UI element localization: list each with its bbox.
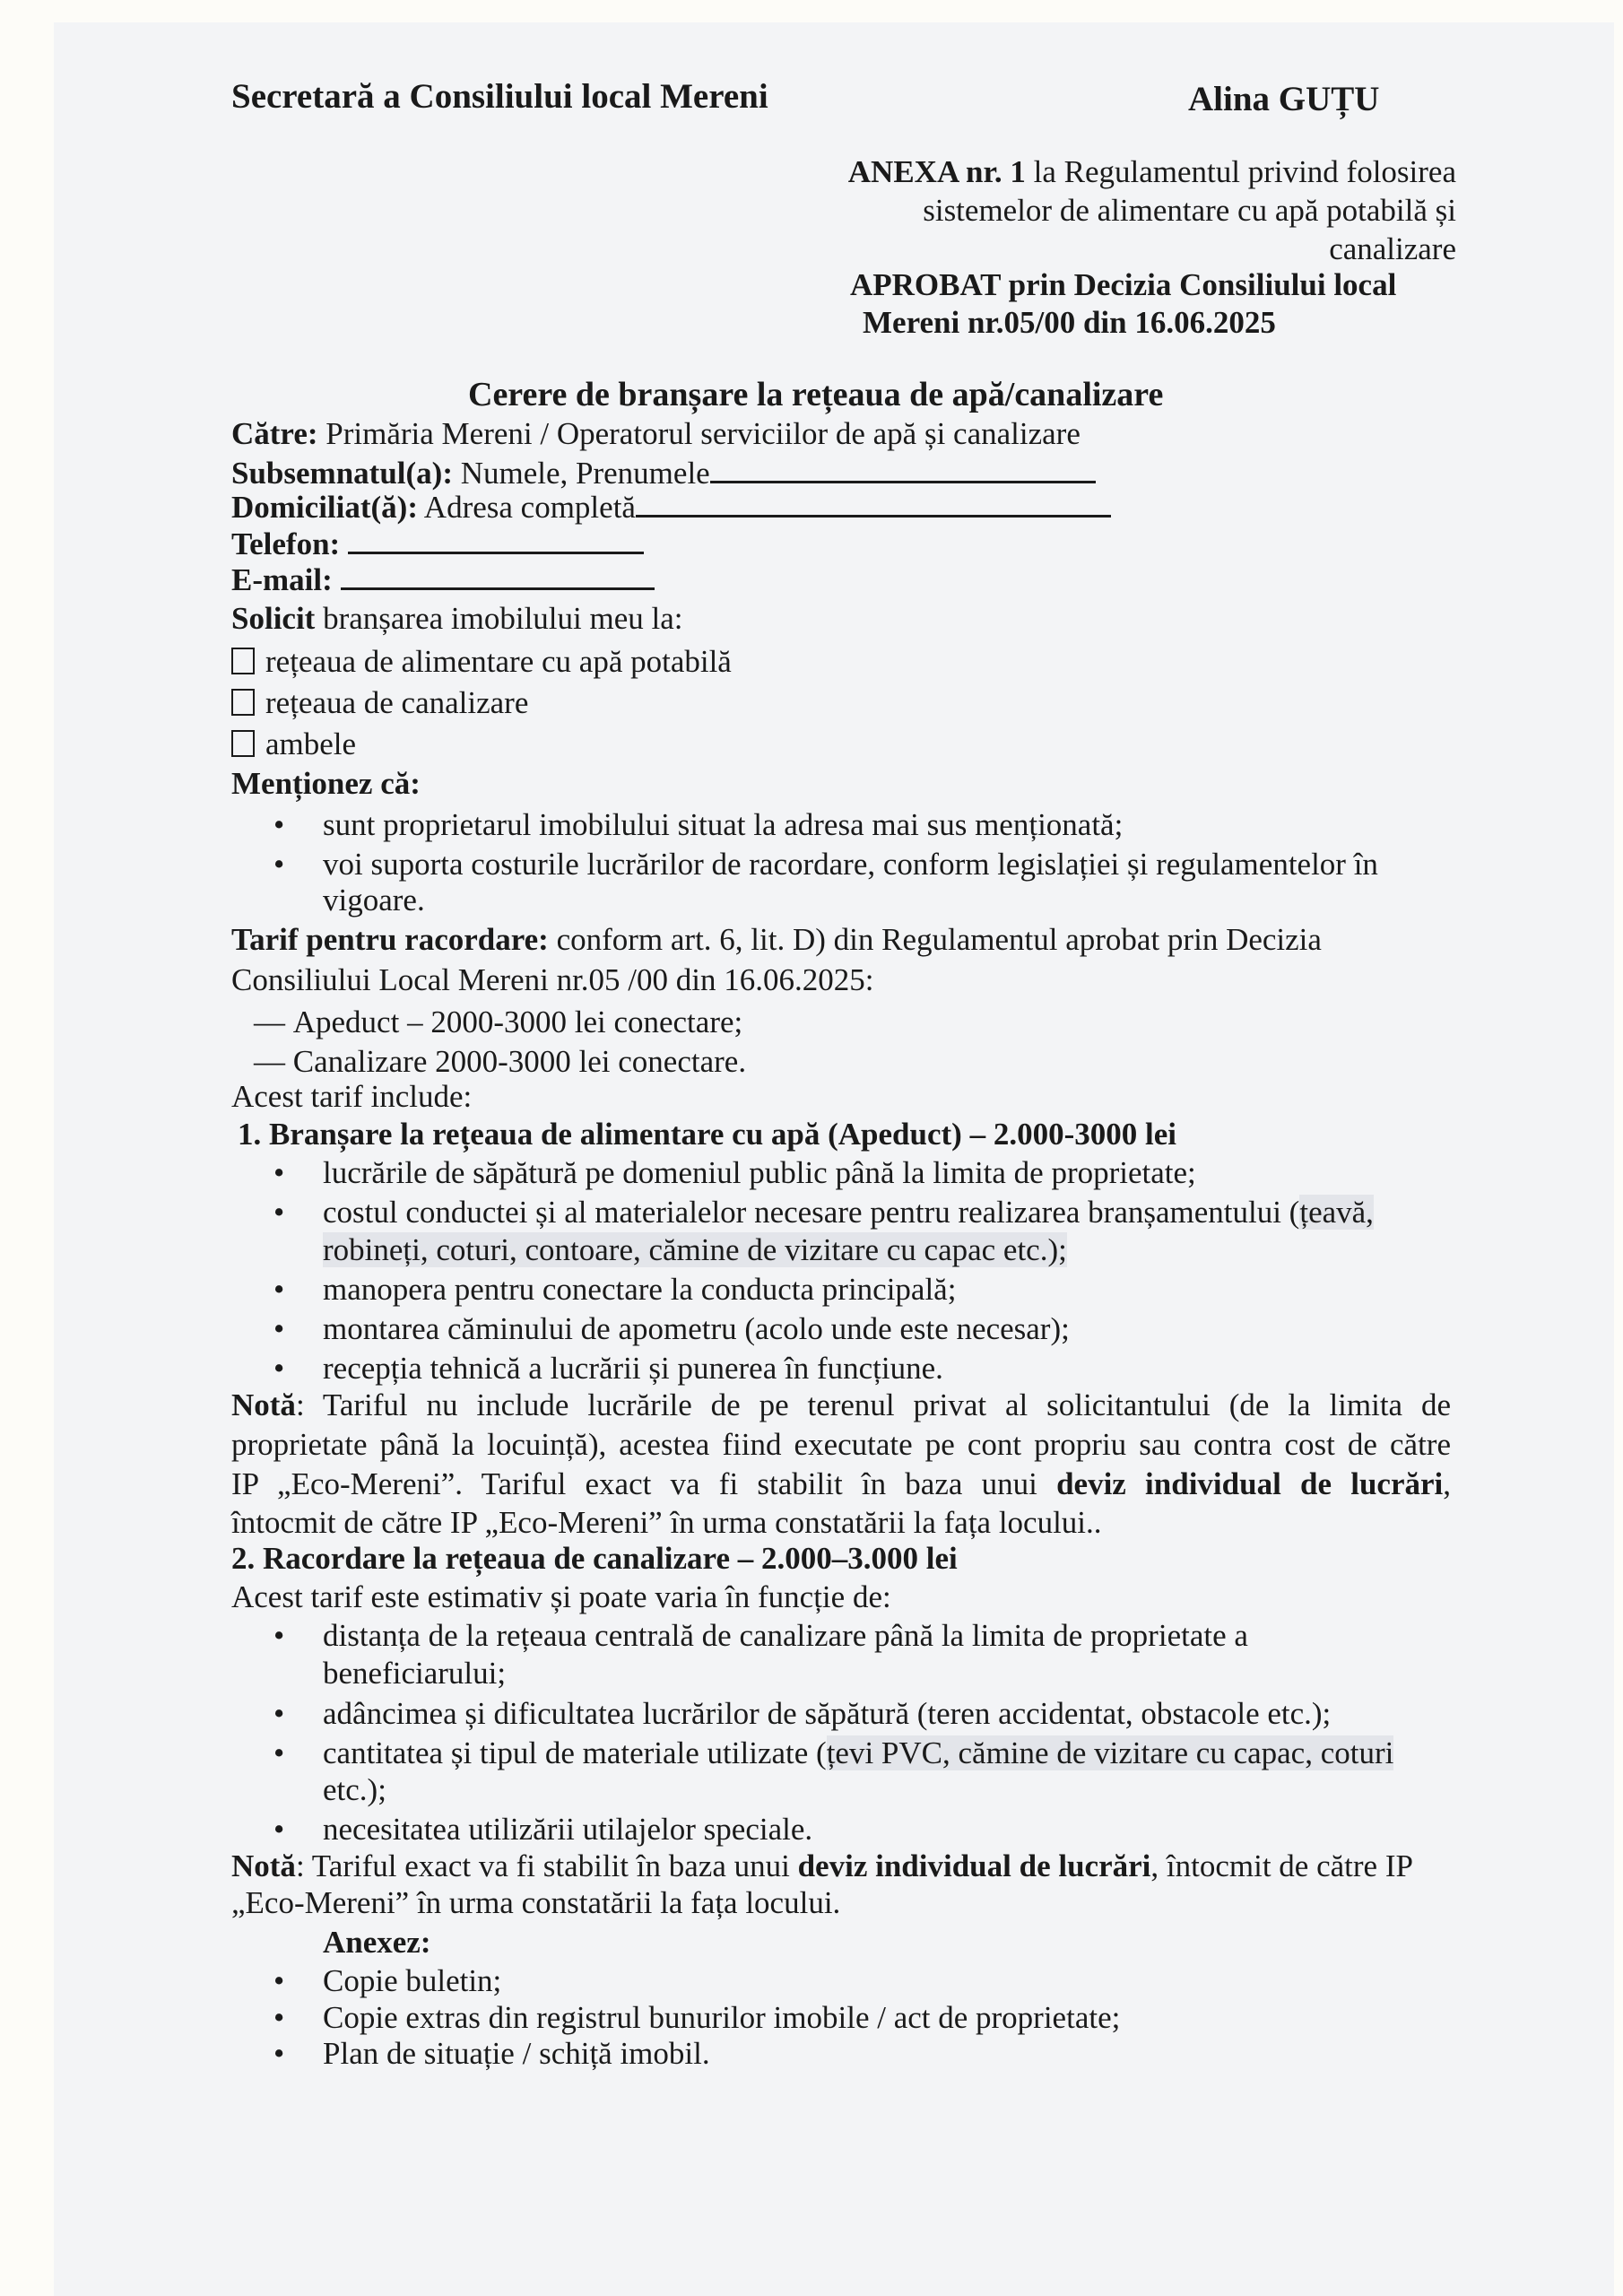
- section-2-text: adâncimea și dificultatea lucrărilor de săpătură (teren accidentat, obstacole etc.);: [323, 1696, 1332, 1731]
- bullet-icon: •: [273, 1311, 285, 1346]
- name-label: Subsemnatul(a):: [231, 456, 453, 491]
- tariff-line: [231, 924, 1322, 955]
- section-1-text: recepția tehnică a lucrării și punerea în funcțiune.: [323, 1351, 943, 1386]
- tariff-dash-text: Canalizare 2000-3000 lei conectare.: [292, 1044, 747, 1079]
- note-text: ,: [1443, 1466, 1451, 1501]
- attachment-item: [273, 2038, 710, 2069]
- section-2-item: [273, 1698, 1331, 1729]
- section-1-note-line: [231, 1389, 1451, 1421]
- annex-approved: APROBAT prin Decizia Consiliului local: [850, 267, 1397, 302]
- page-title: Cerere de branșare la rețeaua de apă/canalizare: [468, 376, 1164, 413]
- option-sewer-label: rețeaua de canalizare: [265, 685, 529, 720]
- bullet-icon: •: [273, 1696, 285, 1731]
- note-label: Notă: [231, 1387, 296, 1422]
- statement-item: [273, 809, 1123, 840]
- to-value: Primăria Mereni / Operatorul serviciilor de apă și canalizare: [317, 416, 1081, 451]
- address-field[interactable]: [636, 490, 1111, 517]
- attachment-item: [273, 1965, 501, 1996]
- annex-line-1-rest: la Regulamentul privind folosirea: [1025, 154, 1456, 189]
- annex-line-2: sistemelor de alimentare cu apă potabilă și: [923, 193, 1456, 228]
- note-text: : Tariful exact va fi stabilit în baza unui: [295, 1848, 798, 1883]
- to-line: [231, 418, 1081, 449]
- section-1-item: [273, 1352, 943, 1384]
- section-1-item: [273, 1196, 1374, 1228]
- checkbox-water[interactable]: [231, 648, 255, 674]
- section-1-item: [273, 1274, 956, 1305]
- name-hint: Numele, Prenumele: [452, 456, 710, 491]
- option-water[interactable]: [231, 646, 732, 677]
- section-2-text: necesitatea utilizării utilajelor speciale.: [323, 1812, 813, 1847]
- bullet-icon: •: [273, 1618, 285, 1653]
- header-right: Alina GUȚU: [1188, 80, 1380, 118]
- section-1-item: [273, 1157, 1196, 1188]
- address-line: [231, 490, 1111, 523]
- header-left: Secretară a Consiliului local Mereni: [231, 77, 768, 116]
- phone-line: [231, 526, 644, 560]
- request-line: [231, 603, 682, 634]
- section-1-continuation: [323, 1234, 1067, 1265]
- section-1-note-line: proprietate până la locuință), acestea fiind executate pe cont propriu sau contra cost de către: [231, 1427, 1451, 1462]
- section-2-item: [273, 1813, 812, 1845]
- bullet-icon: •: [273, 1195, 285, 1230]
- section-2-text: distanța de la rețeaua centrală de canalizare până la limita de proprietate a: [323, 1618, 1248, 1653]
- tariff-label: Tarif pentru racordare:: [231, 922, 549, 957]
- section-1-heading: 1. Branșare la rețeaua de alimentare cu apă (Apeduct) – 2.000-3000 lei: [238, 1117, 1176, 1152]
- annex-line-3: canalizare: [1329, 231, 1456, 266]
- name-line: [231, 456, 1096, 489]
- statement-heading: Menționez că:: [231, 766, 421, 801]
- attachment-item: [273, 2002, 1120, 2033]
- section-2-item: [273, 1620, 1248, 1651]
- bullet-icon: •: [273, 2036, 285, 2071]
- attachment-text: Copie buletin;: [323, 1963, 502, 1998]
- tariff-text: conform art. 6, lit. D) din Regulamentul aprobat prin Decizia: [548, 922, 1322, 957]
- bullet-icon: •: [273, 1272, 285, 1307]
- tariff-dash-text: Apeduct – 2000-3000 lei conectare;: [292, 1004, 743, 1039]
- bullet-icon: •: [273, 1351, 285, 1386]
- note-bold: deviz individual de lucrări: [1056, 1466, 1444, 1501]
- note-bold: deviz individual de lucrări: [797, 1848, 1151, 1883]
- option-both[interactable]: [231, 728, 356, 760]
- option-both-label: ambele: [265, 726, 357, 761]
- section-2-text: cantitatea și tipul de materiale utilizate (: [323, 1735, 827, 1770]
- annex-line-1: [848, 156, 1456, 187]
- section-2-note-line: „Eco-Mereni” în urma constatării la fața locului.: [231, 1885, 841, 1920]
- attachment-text: Copie extras din registrul bunurilor imobile / act de proprietate;: [323, 2000, 1121, 2035]
- section-1-text: lucrările de săpătură pe domeniul public până la limita de proprietate;: [323, 1155, 1196, 1190]
- note-text: , întocmit de către IP: [1150, 1848, 1413, 1883]
- bullet-icon: •: [273, 1963, 285, 1998]
- section-2-continuation: etc.);: [323, 1772, 386, 1807]
- section-2-item: [273, 1737, 1393, 1769]
- statement-item: [273, 848, 1378, 880]
- section-1-note-line: întocmit de către IP „Eco-Mereni” în urma constatării la fața locului..: [231, 1505, 1102, 1540]
- bullet-icon: •: [273, 847, 285, 882]
- address-label: Domiciliat(ă):: [231, 490, 418, 525]
- address-hint: Adresa completă: [417, 490, 636, 525]
- section-2-heading: 2. Racordare la rețeaua de canalizare – 2.000–3.000 lei: [231, 1541, 958, 1576]
- email-label: E-mail:: [231, 562, 333, 597]
- section-2-note-line: [231, 1850, 1413, 1882]
- to-label: Către:: [231, 416, 318, 451]
- request-label: Solicit: [231, 601, 316, 636]
- section-1-highlight: țeavă,: [1299, 1195, 1374, 1230]
- section-1-text: montarea căminului de apometru (acolo unde este necesar);: [323, 1311, 1070, 1346]
- bullet-icon: •: [273, 807, 285, 842]
- tariff-dash-item: [254, 1006, 742, 1038]
- section-1-text: manopera pentru conectare la conducta principală;: [323, 1272, 957, 1307]
- email-line: [231, 562, 655, 596]
- tariff-dash-item: [254, 1046, 746, 1077]
- bullet-icon: •: [273, 2000, 285, 2035]
- checkbox-both[interactable]: [231, 730, 255, 757]
- note-label: Notă: [231, 1848, 296, 1883]
- request-text: branșarea imobilului meu la:: [315, 601, 683, 636]
- option-sewer[interactable]: [231, 687, 528, 718]
- statement-continuation: vigoare.: [323, 883, 425, 918]
- dash-icon: —: [254, 1044, 285, 1079]
- annex-label: ANEXA nr. 1: [847, 154, 1026, 189]
- bullet-icon: •: [273, 1155, 285, 1190]
- attachment-text: Plan de situație / schiță imobil.: [323, 2036, 710, 2071]
- annex-decision: Mereni nr.05/00 din 16.06.2025: [863, 305, 1276, 340]
- section-2-continuation: beneficiarului;: [323, 1656, 507, 1691]
- phone-field[interactable]: [348, 526, 644, 554]
- statement-text: voi suporta costurile lucrărilor de racordare, conform legislației și regulamentelor în: [323, 847, 1378, 882]
- section-1-highlight: robineți, coturi, contoare, cămine de vizitare cu capac etc.);: [323, 1232, 1067, 1267]
- checkbox-sewer[interactable]: [231, 689, 255, 716]
- email-field[interactable]: [341, 562, 655, 590]
- attachments-heading: Anexez:: [323, 1925, 431, 1960]
- section-2-intro: Acest tarif este estimativ și poate varia în funcție de:: [231, 1579, 891, 1614]
- dash-icon: —: [254, 1004, 285, 1039]
- name-field[interactable]: [710, 456, 1096, 483]
- note-text: : Tariful nu include lucrările de pe terenul privat al solicitantului (de la limita de: [295, 1387, 1451, 1422]
- statement-text: sunt proprietarul imobilului situat la adresa mai sus menționată;: [323, 807, 1124, 842]
- bullet-icon: •: [273, 1812, 285, 1847]
- section-1-item: [273, 1313, 1070, 1344]
- section-2-highlight: țevi PVC, cămine de vizitare cu capac, coturi: [826, 1735, 1394, 1770]
- bullet-icon: •: [273, 1735, 285, 1770]
- option-water-label: rețeaua de alimentare cu apă potabilă: [265, 644, 732, 679]
- section-1-note-line: [231, 1468, 1451, 1500]
- tariff-line-2: Consiliului Local Mereni nr.05 /00 din 16.06.2025:: [231, 962, 874, 997]
- section-1-text: costul conductei și al materialelor necesare pentru realizarea branșamentului (: [323, 1195, 1300, 1230]
- tariff-includes: Acest tarif include:: [231, 1079, 473, 1114]
- note-text: IP „Eco-Mereni”. Tariful exact va fi stabilit în baza unui: [231, 1466, 1057, 1501]
- phone-label: Telefon:: [231, 526, 341, 561]
